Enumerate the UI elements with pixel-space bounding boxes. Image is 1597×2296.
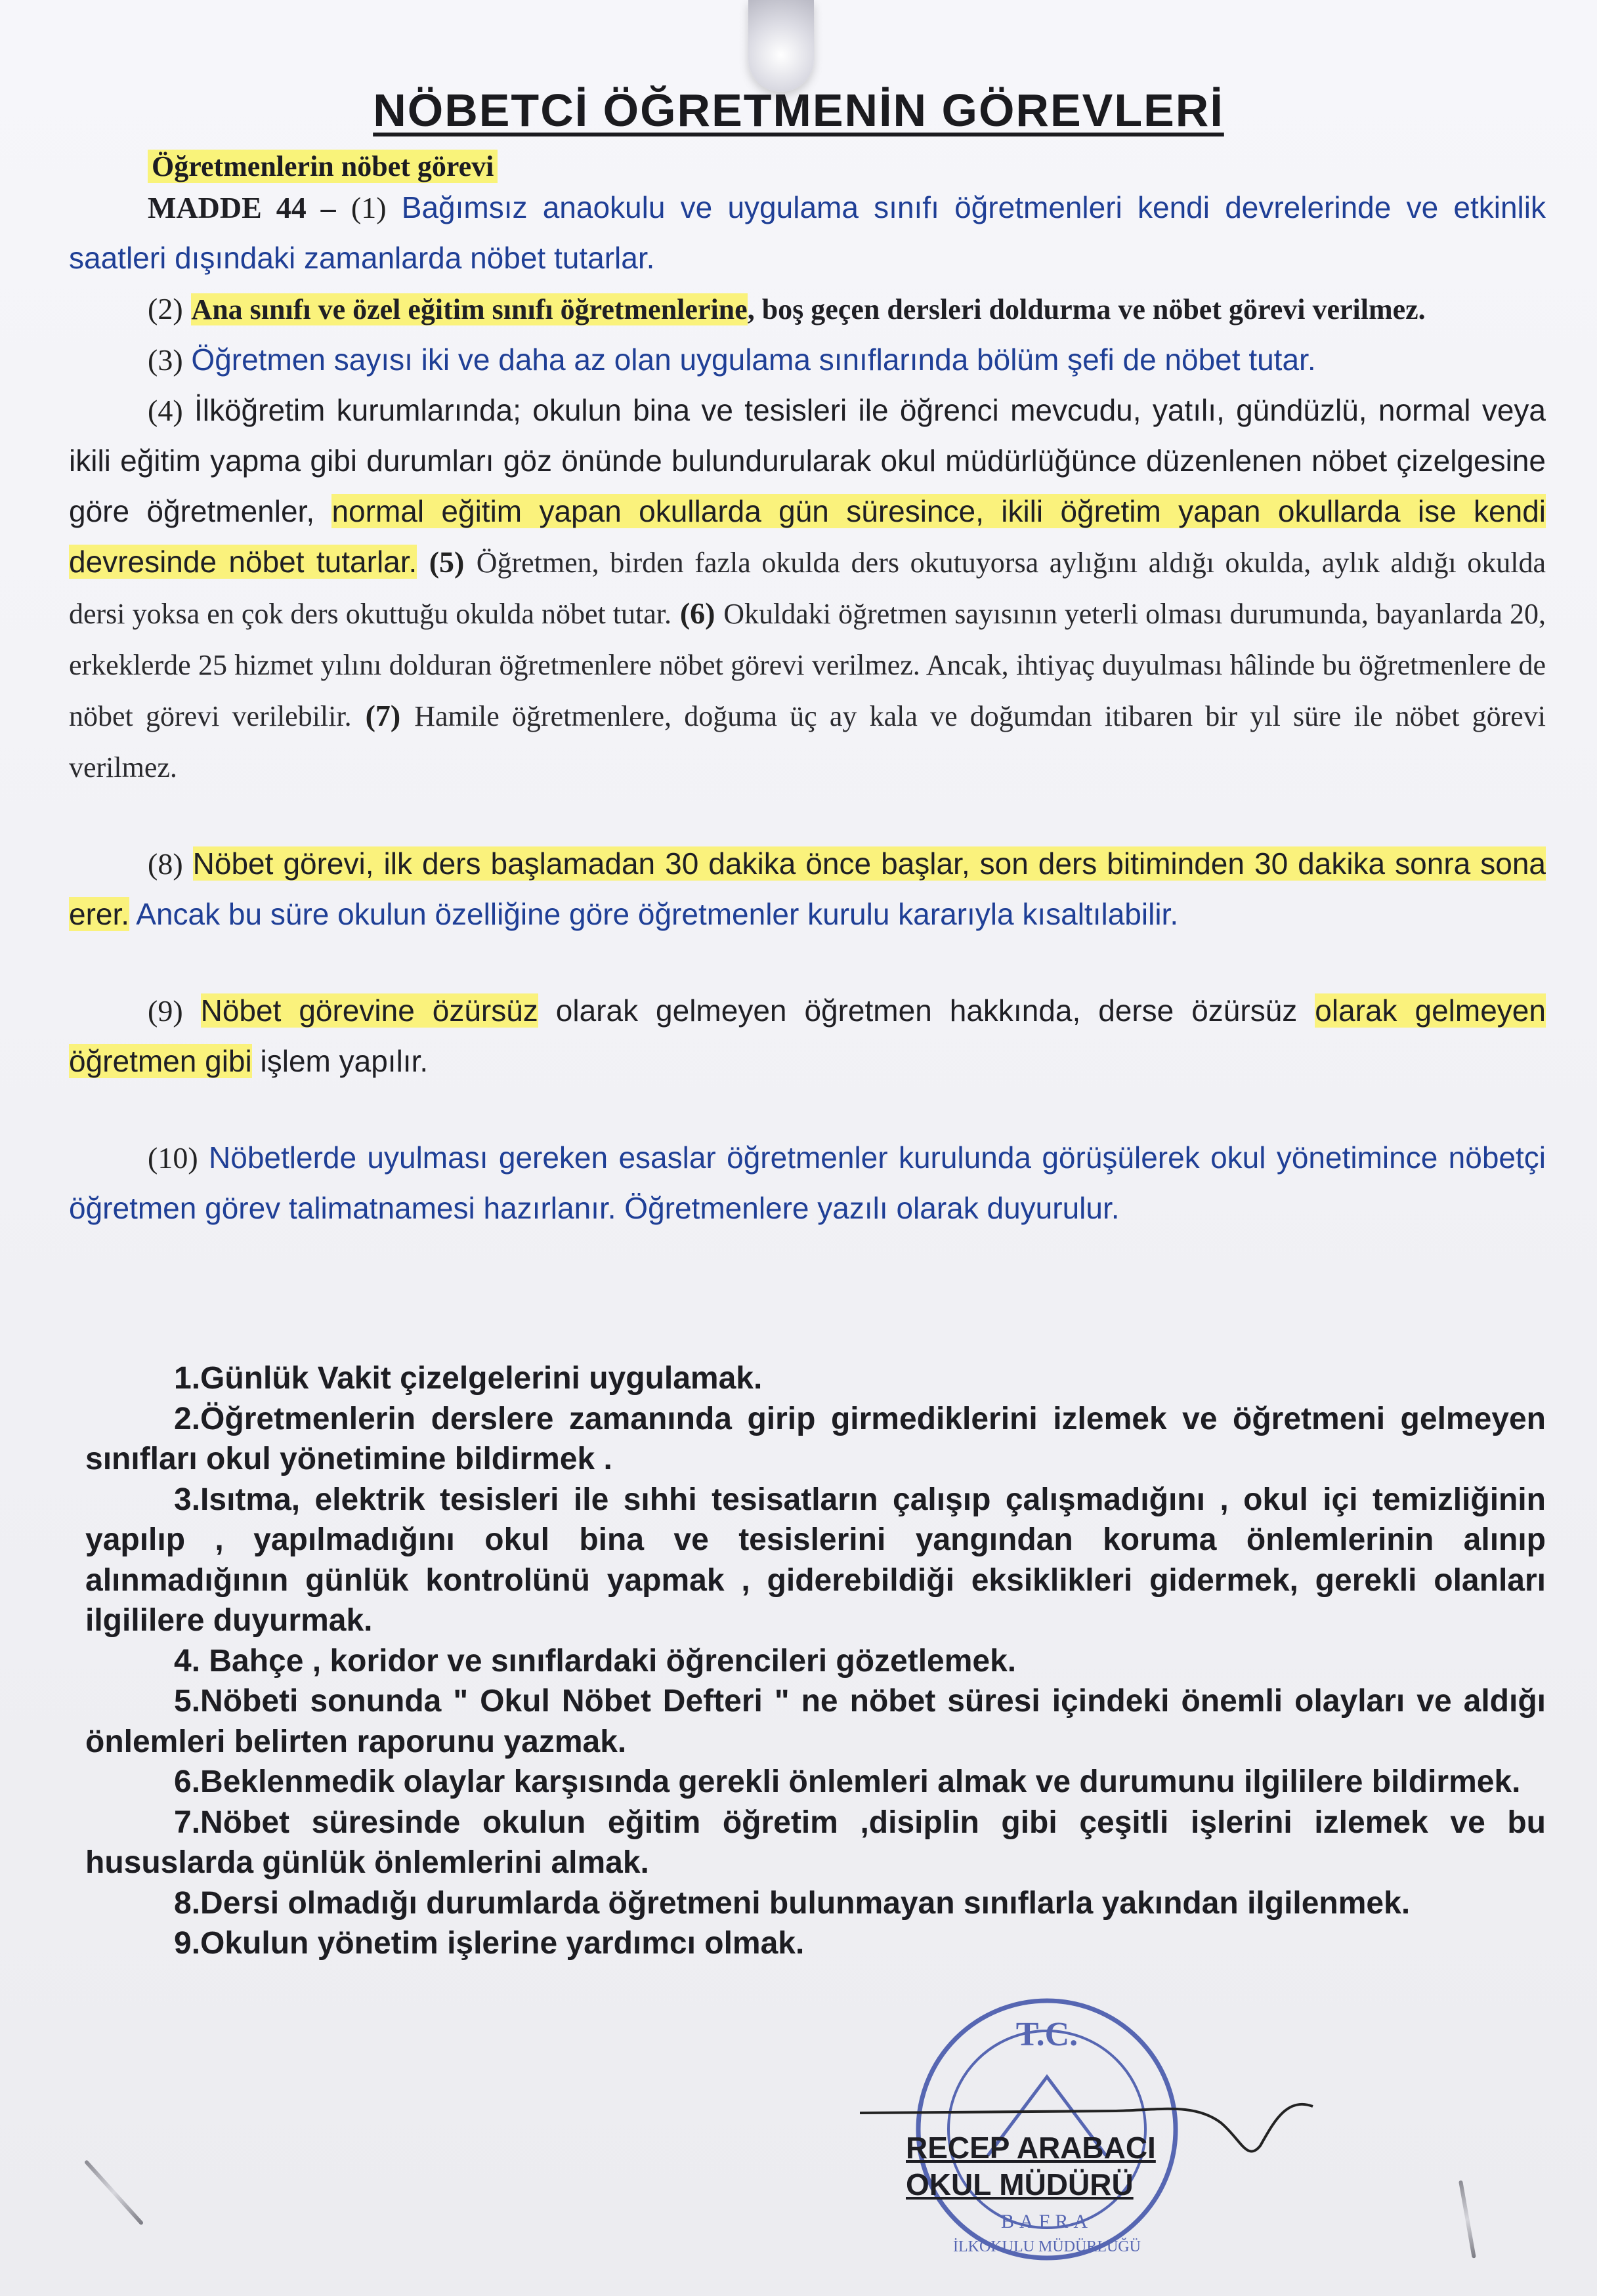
article-number: (9) xyxy=(148,994,183,1028)
section-heading: Öğretmenlerin nöbet görevi xyxy=(148,150,498,183)
duty-item: 7.Nöbet süresinde okulun eğitim öğretim ,disiplin gibi çeşitli işlerini izlemek ve bu hususlarda günlük önlemlerini almak. xyxy=(85,1805,1546,1880)
duty-item: 9.Okulun yönetim işlerine yardımcı olmak. xyxy=(174,1926,805,1961)
article-text: Okuldaki öğretmen sayısının yeterli olması durumunda, bayanlarda 20, erkeklerde 25 hizmet yılını dolduran öğretmenlere nöbet görevi verilmez. Ancak, ihtiyaç duyulması hâlinde bu öğretmenlere de nöbet görevi verilebilir. xyxy=(69,598,1546,732)
article-text: Hamile öğretmenlere, doğuma üç ay kala ve doğumdan itibaren bir yıl süre ile nöbet görevi verilmez. xyxy=(69,700,1546,783)
article-text-highlighted: olarak gelmeyen öğretmen gibi xyxy=(69,993,1546,1078)
duty-item: 4. Bahçe , koridor ve sınıflardaki öğrencileri gözetlemek. xyxy=(174,1643,1017,1679)
article-3 xyxy=(69,335,1546,385)
duty-item: 8.Dersi olmadığı durumlarda öğretmeni bulunmayan sınıflarla yakından ilgilenmek. xyxy=(174,1885,1411,1921)
signer-name: RECEP ARABACI xyxy=(906,2131,1156,2165)
signature-block xyxy=(906,2129,1156,2203)
duty-item: 2.Öğretmenlerin derslere zamanında girip girmediklerini izlemek ve öğretmeni gelmeyen sınıfları okul yönetimine bildirmek . xyxy=(85,1401,1546,1476)
article-number: (7) xyxy=(365,699,401,732)
duty-item: 1.Günlük Vakit çizelgelerini uygulamak. xyxy=(174,1361,763,1396)
article-text: Bağımsız anaokulu ve uygulama sınıfı öğretmenleri kendi devrelerinde ve etkinlik saatleri dışındaki zamanlarda nöbet tutarlar. xyxy=(69,190,1546,275)
article-number: (1) xyxy=(351,191,387,224)
stamp-center-text: T.C. xyxy=(1015,2016,1078,2053)
article-number: (10) xyxy=(148,1141,198,1175)
article-number: (2) xyxy=(148,292,183,325)
article-number: (6) xyxy=(679,596,715,630)
stamp-sub-text: İLKOKULU MÜDÜRLÜĞÜ xyxy=(953,2238,1141,2255)
duty-item: 3.Isıtma, elektrik tesisleri ile sıhhi tesisatların çalışıp çalışmadığını , okul içi temizliğinin yapılıp , yapılmadığını okul bina ve tesislerini yangından koruma önlemlerinin alınıp alınmadığının günlük kontrolünü yapmak , giderebildiği eksiklikleri gidermek, gerekli olanları ilgililere duyurmak. xyxy=(85,1482,1546,1638)
article-number: (8) xyxy=(148,847,183,881)
article-1 xyxy=(69,182,1546,283)
duty-item: 6.Beklenmedik olaylar karşısında gerekli önlemleri almak ve durumunu ilgililere bildirmek. xyxy=(174,1764,1521,1799)
push-pin-icon xyxy=(748,0,814,92)
article-text-highlighted: normal eğitim yapan okullarda gün süresince, ikili öğretim yapan okullarda ise kendi devresinde nöbet tutarlar. xyxy=(69,494,1546,579)
duty-item: 5.Nöbeti sonunda " Okul Nöbet Defteri " ne nöbet süresi içindeki önemli olayları ve aldığı önlemleri belirten raporunu yazmak. xyxy=(85,1684,1546,1759)
article-number: (5) xyxy=(429,545,465,579)
article-text: işlem yapılır. xyxy=(251,1044,429,1078)
document-title: NÖBETCİ ÖĞRETMENİN GÖREVLERİ xyxy=(373,85,1224,136)
article-8 xyxy=(69,839,1546,940)
article-text: Ancak bu süre okulun özelliğine göre öğretmenler kurulu kararıyla kısaltılabilir. xyxy=(129,897,1179,931)
article-number: (3) xyxy=(148,343,183,377)
article-9 xyxy=(69,986,1546,1087)
articles-body xyxy=(69,182,1546,1234)
article-text-highlighted: Ana sınıfı ve özel eğitim sınıfı öğretmenlerine xyxy=(191,293,748,325)
article-text-highlighted: Nöbet görevine özürsüz xyxy=(200,993,538,1028)
article-text: , boş geçen dersleri doldurma ve nöbet görevi verilmez. xyxy=(747,293,1426,325)
article-4 xyxy=(69,385,1546,793)
article-text: olarak gelmeyen öğretmen hakkında, derse özürsüz xyxy=(538,993,1315,1028)
article-number: (4) xyxy=(148,394,183,427)
article-text-highlighted: Nöbet görevi, ilk ders başlamadan 30 dakika önce başlar, son ders bitiminden 30 dakika sonra sona erer. xyxy=(69,846,1546,931)
article-10 xyxy=(69,1133,1546,1234)
stamp-ring-text: BAFRA xyxy=(1000,2211,1094,2232)
article-text: Öğretmen sayısı iki ve daha az olan uygulama sınıflarında bölüm şefi de nöbet tutar. xyxy=(191,343,1316,377)
article-2 xyxy=(69,283,1546,335)
article-text: İlköğretim kurumlarında; okulun bina ve tesisleri ile öğrenci mevcudu, yatılı, gündüzlü, normal veya ikili eğitim yapma gibi durumları göz önünde bulundurularak okul müdürlüğünce düzenlenen nöbet çizelgesine göre öğretmenler, xyxy=(69,393,1546,528)
article-text: Öğretmen, birden fazla okulda ders okutuyorsa aylığını aldığı okulda, aylık aldığı okulda dersi yoksa en çok ders okuttuğu okulda nöbet tutar. xyxy=(69,547,1546,630)
signer-role: OKUL MÜDÜRÜ xyxy=(906,2167,1134,2202)
madde-label: MADDE 44 – xyxy=(148,191,336,224)
article-text: Nöbetlerde uyulması gereken esaslar öğretmenler kurulunda görüşülerek okul yönetimince nöbetçi öğretmen görev talimatnamesi hazırlanır. Öğretmenlere yazılı olarak duyurulur. xyxy=(69,1140,1546,1225)
duties-list xyxy=(85,1358,1546,1964)
